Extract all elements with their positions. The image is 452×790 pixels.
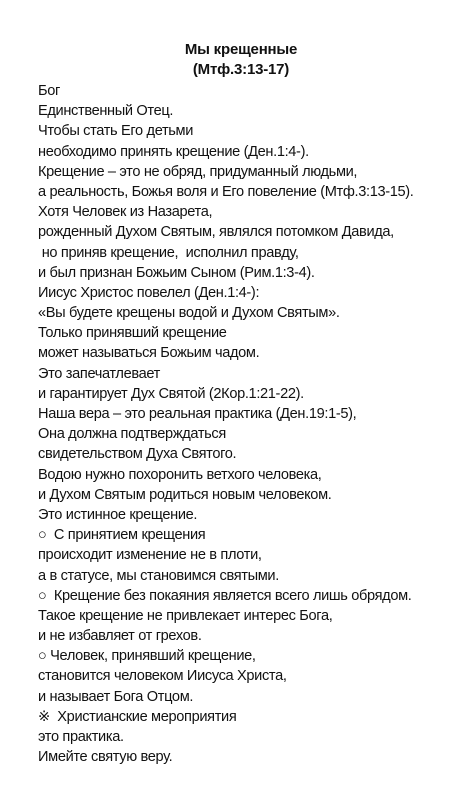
text-line: становится человеком Иисуса Христа, — [38, 668, 287, 685]
bullet-line: ○ Человек, принявший крещение, — [38, 648, 256, 665]
reference-mark-line: ※ Христианские мероприятия — [38, 708, 237, 725]
text-line: это практика. — [38, 729, 124, 745]
text-line: Она должна подтверждаться — [38, 426, 226, 443]
text-line: Это истинное крещение. — [38, 506, 198, 523]
text-line: Наша вера – это реальная практика (Ден.19:1-5), — [38, 406, 357, 422]
text-line: Имейте святую веру. — [38, 749, 173, 766]
text-line: и Духом Святым родиться новым человеком. — [38, 486, 332, 503]
text-line: необходимо принять крещение (Ден.1:4-). — [38, 143, 309, 160]
text-line: свидетельством Духа Святого. — [38, 446, 237, 463]
text-line: Хотя Человек из Назарета, — [38, 204, 213, 221]
text-line: Водою нужно похоронить ветхого человека, — [38, 466, 322, 483]
text-line: но приняв крещение, исполнил правду, — [38, 244, 299, 261]
text-line: а реальность, Божья воля и Его повеление (Мтф.3:13-15). — [38, 183, 414, 200]
text-line: рожденный Духом Святым, являлся потомком Давида, — [38, 224, 394, 241]
text-line: Только принявший крещение — [38, 325, 227, 342]
text-line: и гарантирует Дух Святой (2Кор.1:21-22). — [38, 385, 304, 402]
title-block — [0, 40, 452, 80]
page-title: Мы крещенные — [184, 41, 298, 58]
text-line: Такое крещение не привлекает интерес Бога, — [38, 607, 333, 624]
scripture-reference: (Мтф.3:13-17) — [192, 61, 290, 78]
text-line: Иисус Христос повелел (Ден.1:4-): — [38, 284, 260, 301]
text-line: происходит изменение не в плоти, — [38, 547, 262, 564]
text-line: может называться Божьим чадом. — [38, 345, 260, 362]
bullet-line: ○ С принятием крещения — [38, 527, 206, 544]
body-text — [38, 81, 448, 767]
text-line: и был признан Божьим Сыном (Рим.1:3-4). — [38, 264, 315, 281]
text-line: и называет Бога Отцом. — [38, 688, 194, 705]
text-line: и не избавляет от грехов. — [38, 628, 202, 645]
text-line: Бог — [38, 83, 60, 99]
text-line: а в статусе, мы становимся святыми. — [38, 567, 279, 584]
text-line: Это запечатлевает — [38, 365, 160, 382]
text-line: Единственный Отец. — [38, 103, 174, 120]
text-line: Крещение – это не обряд, придуманный людьми, — [38, 163, 358, 180]
bullet-line: ○ Крещение без покаяния является всего лишь обрядом. — [38, 587, 412, 604]
text-line: Чтобы стать Его детьми — [38, 123, 194, 140]
text-line: «Вы будете крещены водой и Духом Святым». — [38, 305, 340, 322]
